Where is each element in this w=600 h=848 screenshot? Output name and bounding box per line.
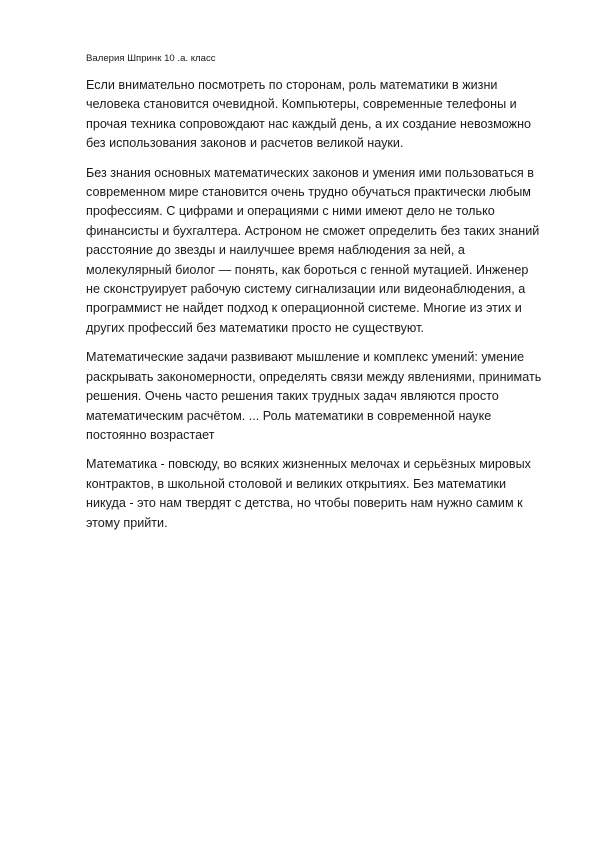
text-line: математическим расчётом. ... Роль математики в современной науке xyxy=(86,408,492,423)
text-line: программист не найдет подход к операционной системе. Многие из этих и xyxy=(86,301,522,316)
text-line: человека становится очевидной. Компьютеры, современные телефоны и xyxy=(86,97,517,112)
text-line: постоянно возрастает xyxy=(86,427,215,442)
text-line: раскрывать закономерности, определять связи между явлениями, принимать xyxy=(86,369,542,384)
text-line: профессиям. С цифрами и операциями с ними имеют дело не только xyxy=(86,204,495,219)
text-line: не сконструирует рабочую систему сигнализации или видеонаблюдения, а xyxy=(86,282,526,297)
text-line: других профессий без математики просто не существуют. xyxy=(86,320,424,335)
paragraph-1 xyxy=(86,76,546,154)
text-line: Математические задачи развивают мышление и комплекс умений: умение xyxy=(86,350,525,365)
text-line: Если внимательно посмотреть по сторонам, роль математики в жизни xyxy=(86,78,498,92)
paragraph-2 xyxy=(86,164,546,339)
text-line: расстояние до звезды и наилучшее время наблюдения за ней, а xyxy=(86,243,465,258)
paragraph-3 xyxy=(86,348,546,445)
text-line: решения. Очень часто решения таких трудных задач являются просто xyxy=(86,389,499,404)
text-line: финансисты и бухгалтера. Астроном не сможет определить без таких знаний xyxy=(86,223,540,238)
text-line: Без знания основных математических законов и умения ими пользоваться в xyxy=(86,165,534,180)
text-line: никуда - это нам твердят с детства, но чтобы поверить нам нужно самим к xyxy=(86,496,523,511)
text-line: контрактов, в школьной столовой и великих открытиях. Без математики xyxy=(86,476,507,491)
author-line: Валерия Шпринк 10 .а. класс xyxy=(86,53,216,64)
text-line: прочая техника сопровождают нас каждый день, а их создание невозможно xyxy=(86,116,532,131)
text-line: Математика - повсюду, во всяких жизненных мелочах и серьёзных мировых xyxy=(86,457,531,472)
text-line: этому прийти. xyxy=(86,515,168,530)
text-line: молекулярный биолог — понять, как бороться с генной мутацией. Инженер xyxy=(86,262,529,277)
document-page xyxy=(86,52,546,543)
text-line: современном мире становится очень трудно обучаться практически любым xyxy=(86,185,531,200)
text-line: без использования законов и расчетов великой науки. xyxy=(86,136,404,151)
paragraph-4 xyxy=(86,455,546,533)
